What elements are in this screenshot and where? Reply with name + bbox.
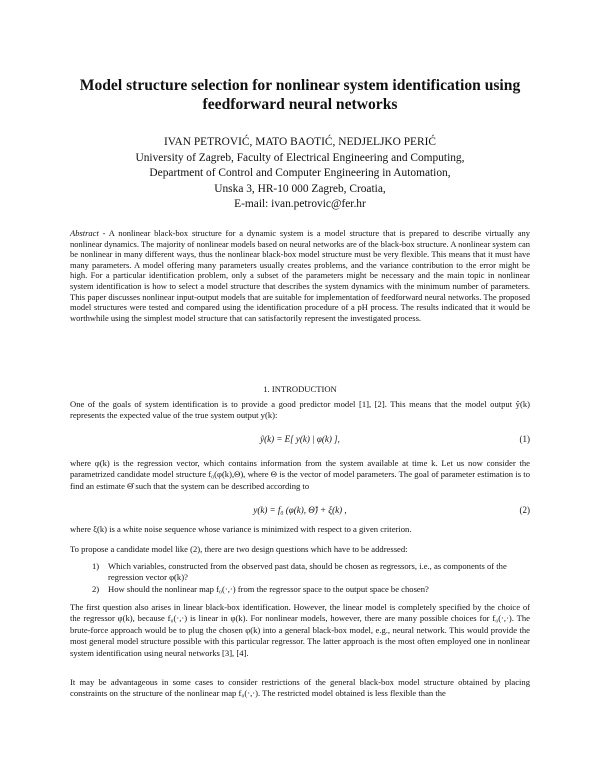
author-email: E-mail: ivan.petrovic@fer.hr [234,198,366,211]
equation-1 [70,434,530,448]
abstract [70,228,530,323]
affiliation-university: University of Zagreb, Faculty of Electrical Engineering and Computing, [135,151,465,164]
equation-1-body: ŷ(k) = E[ y(k) | φ(k) ], [260,434,340,444]
list-item-number: 2) [92,583,100,594]
intro-paragraph-2: where φ(k) is the regression vector, which contains information from the system available at time k. Let us now consider the parametrized candidate model structure f₀(φ(k),Θ), where Θ is the vector of model parameters. The goal of parameter estimation is to find an estimate Θ̂ such that the system can be described according to [70,458,530,491]
list-item-text: How should the nonlinear map f₀(·,·) from the regressor space to the output space be chosen? [108,583,429,594]
affiliation-department: Department of Control and Computer Engineering in Automation, [149,167,451,180]
equation-2-number: (2) [519,505,530,515]
paper-title [60,76,540,114]
equation-1-number: (1) [519,434,530,444]
intro-paragraph-1: One of the goals of system identification is to provide a good predictor model [1], [2]. This means that the model output ŷ(k) represents the expected value of the true system output y(k): [70,399,530,421]
intro-paragraph-6: It may be advantageous in some cases to consider restrictions of the general black-box model structure obtained by placing constraints on the structure of the nonlinear map f₀(·,·). The restricted model obtained is less flexible than the [70,677,530,699]
intro-paragraph-3: where ξ(k) is a white noise sequence whose variance is minimized with respect to a given criterion. [70,524,412,534]
title-line-1: Model structure selection for nonlinear system identification using [79,77,521,94]
intro-paragraph-4: To propose a candidate model like (2), there are two design questions which have to be addressed: [70,544,408,554]
author-block [60,135,540,213]
equation-2-body: y(k) = f₀ (φ(k), Θ̂) + ξ(k) , [253,505,347,515]
intro-paragraph-5: The first question also arises in linear black-box identification. However, the linear model is completely specified by the choice of the regressor φ(k), because f₀(·,·) is linear in φ(k). For nonlinear models, however, there are many possible choices for f₀(·,·). The brute-force approach would be to plug the chosen φ(k) into a general black-box model, e.g., neural network. This would provide the most general model structure possible with this particular regressor. The latter approach is the most often employed one in nonlinear system identification using neural networks [3], [4]. [70,602,530,658]
equation-2 [70,505,530,519]
abstract-text: - A nonlinear black-box structure for a dynamic system is a model structure that is prepared to describe virtually any nonlinear dynamics. The majority of nonlinear models based on neural networks are of the black-box structure. A nonlinear system can be nonlinear in many different ways, thus the nonlinear black-box model structure must be very flexible. This means that it must have many parameters. A model offering many parameters usually creates problems, and the variance contribution to the error might be high. For a particular identification problem, only a subset of the parameters might be necessary and the main topic in nonlinear system identification is how to select a model structure that describes the system dynamics with the minimum number of parameters. This paper discusses nonlinear input-output models that are suitable for implementation of feedforward neural networks. The proposed model structures were tested and compared using the identification procedure of a pH process. The results indicated that it would be worthwhile using the simplest model structure that can satisfactorily represent the investigated process. [70,228,530,323]
list-item-number: 1) [92,561,100,571]
section-heading-introduction: 1. INTRODUCTION [263,384,337,394]
author-names: IVAN PETROVIĆ, MATO BAOTIĆ, NEDJELJKO PERIĆ [163,136,437,148]
list-item [84,584,530,595]
abstract-label: Abstract [70,228,99,238]
title-line-2: feedforward neural networks [202,96,398,113]
design-questions-list [84,561,530,595]
list-item [84,561,530,584]
list-item-text: Which variables, constructed from the observed past data, should be chosen as regressors, i.e., as components of the regression vector φ(k)? [108,561,507,583]
affiliation-address: Unska 3, HR-10 000 Zagreb, Croatia, [214,182,386,195]
